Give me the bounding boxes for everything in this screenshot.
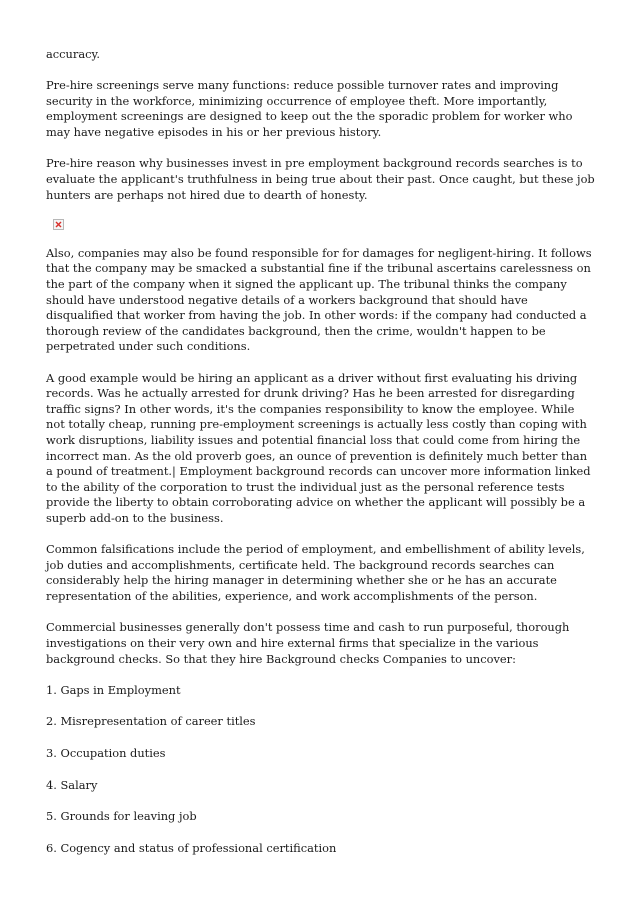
- paragraph: Pre-hire screenings serve many functions: reduce possible turnover rates and improving security in the workforce, minimizing occurrence of employee theft. More importantly, employment screenings are designed to keep out the the sporadic problem for worker who may have negative episodes in his or her previous history.: [46, 78, 573, 140]
- paragraph: Common falsifications include the period of employment, and embellishment of ability levels, job duties and accomplishments, certificate held. The background records searches can considerably help the hiring manager in determining whether she or he has an accurate representation of the abilities, experience, and work accomplishments of the person.: [46, 542, 585, 604]
- list-item: 1. Gaps in Employment: [46, 682, 181, 697]
- broken-image-icon: [53, 219, 64, 230]
- paragraph: Pre-hire reason why businesses invest in pre employment background records searches is to evaluate the applicant's truthfulness in being true about their past. Once caught, but these job hunters are perhaps not hired due to dearth of honesty.: [46, 156, 595, 202]
- list-item: 4. Salary: [46, 777, 98, 792]
- paragraph: accuracy.: [46, 47, 101, 61]
- paragraph: Commercial businesses generally don't possess time and cash to run purposeful, thorough investigations on their very own and hire external firms that specialize in the various background checks. So that they hire Background checks Companies to uncover:: [46, 620, 570, 666]
- list-item: 5. Grounds for leaving job: [46, 809, 197, 824]
- paragraph: Also, companies may also be found responsible for for damages for negligent-hiring. It follows that the company may be smacked a substantial fine if the tribunal ascertains carelessness on the part of the company when it signed the applicant up. The tribunal thinks the company should have understood negative details of a workers background that should have disqualified that worker from having the job. In other words: if the company had conducted a thorough review of the candidates background, then the crime, wouldn't happen to be perpetrated under such conditions.: [46, 245, 592, 354]
- list-item: 2. Misrepresentation of career titles: [46, 714, 256, 729]
- document-page: [46, 47, 596, 872]
- list-item: 6. Cogency and status of professional certification: [46, 840, 337, 855]
- list-item: 3. Occupation duties: [46, 746, 166, 760]
- paragraph: A good example would be hiring an applicant as a driver without first evaluating his driving records. Was he actually arrested for drunk driving? Has he been arrested for disregarding traffic signs? In other words, it's the companies responsibility to know the employee. While not totally cheap, running pre-employment screenings is actually less costly than coping with work disruptions, liability issues and potential financial loss that could come from hiring the incorrect man. As the old proverb goes, an ounce of prevention is definitely much better than a pound of treatment.| Employment background records can uncover more information linked to the ability of the corporation to trust the individual just as the personal reference tests provide the liberty to obtain corroborating advice on whether the applicant will possibly be a superb add-on to the business.: [46, 370, 591, 525]
